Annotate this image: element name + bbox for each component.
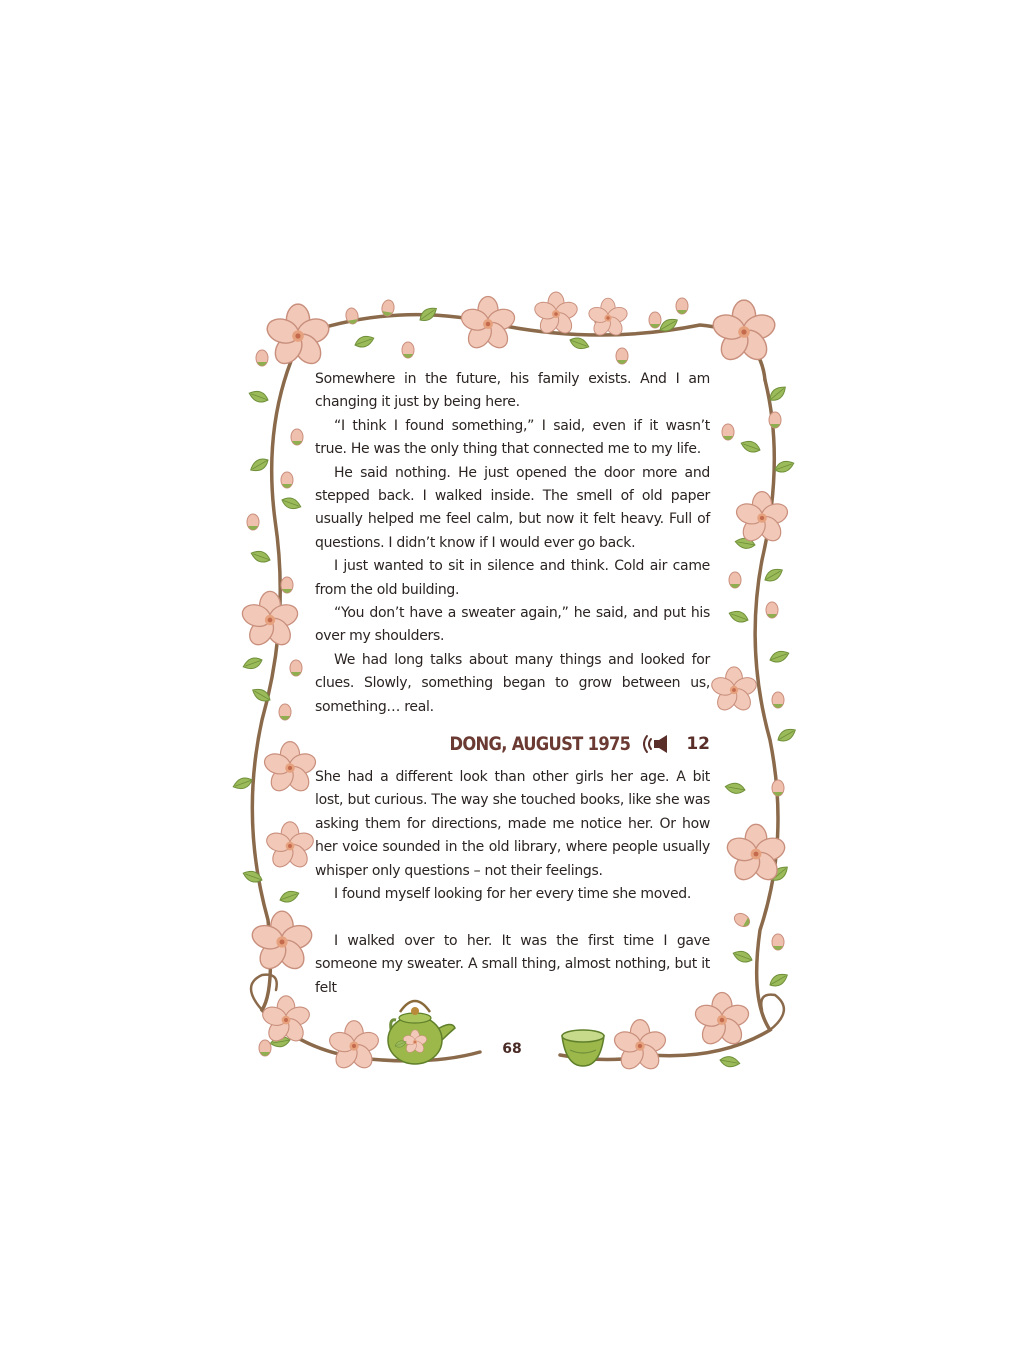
teapot-icon xyxy=(388,1001,455,1064)
paragraph: I found myself looking for her every time she moved. xyxy=(334,886,692,903)
story-text-top xyxy=(315,368,710,719)
paragraph: He said nothing. He just opened the door more and stepped back. I walked inside. The smell of old paper usually helped me feel calm, but now it felt heavy. Full of questions. I didn’t know if I would ever go back. xyxy=(315,464,710,551)
page-number: 68 xyxy=(502,1041,522,1057)
paragraph: “You don’t have a sweater again,” he said, and put his over my shoulders. xyxy=(315,605,710,645)
paragraph: Somewhere in the future, his family exists. And I am changing it just by being here. xyxy=(315,371,710,411)
paragraph: I just wanted to sit in silence and think. Cold air came from the old building. xyxy=(315,558,710,598)
chapter-heading xyxy=(400,728,710,760)
paragraph: I walked over to her. It was the first time I gave someone my sweater. A small thing, almost nothing, but it felt xyxy=(315,932,710,996)
story-text-bottom xyxy=(315,766,710,1000)
chapter-title: DONG, AUGUST 1975 xyxy=(449,733,631,755)
paragraph: “I think I found something,” I said, even if it wasn’t true. He was the only thing that connected me to my life. xyxy=(315,417,710,458)
audio-track-number: 12 xyxy=(686,734,710,754)
speaker-sound-icon[interactable] xyxy=(638,733,674,755)
paragraph: We had long talks about many things and looked for clues. Slowly, something began to grow between us, something… real. xyxy=(315,651,710,715)
paragraph: She had a different look than other girls her age. A bit lost, but curious. The way she touched books, like she was asking them for directions, made me notice her. Or how her voice sounded in the old library, where people usually whisper only questions – not their feelings. xyxy=(315,769,710,879)
